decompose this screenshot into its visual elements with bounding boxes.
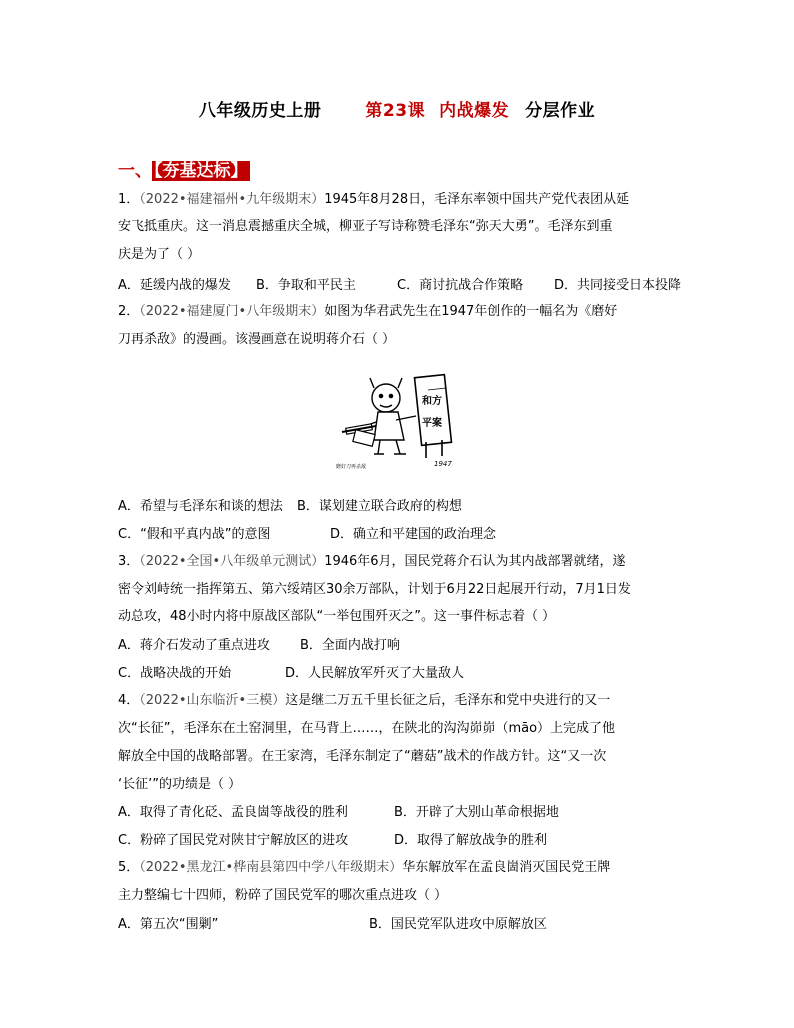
- question-3-text: 1946年6月，国民党蒋介石认为其内战部署就绪，遂: [324, 554, 626, 569]
- question-1-option-d[interactable]: D．共同接受日本投降: [554, 278, 682, 293]
- question-5-text: 华东解放军在孟良崮消灭国民党王牌: [402, 860, 611, 875]
- cartoon-knife: [342, 424, 376, 446]
- question-3-option-b[interactable]: B．全面内战打响: [300, 638, 400, 653]
- cartoon-sign-board: [415, 375, 452, 458]
- question-5-number: 5．: [118, 860, 140, 875]
- question-3-line-1: [118, 553, 626, 571]
- question-5-line-2: 主力整编七十四师，粉碎了国民党军的哪次重点进攻（ ）: [118, 888, 448, 903]
- section-prefix: 一、: [118, 161, 152, 181]
- title-grade-book: 八年级历史上册: [198, 101, 322, 121]
- title-lesson-name: 内战爆发: [439, 101, 510, 121]
- question-2-text: 如图为华君武先生在1947年创作的一幅名为《磨好: [324, 304, 618, 319]
- question-4-line-3: 解放全中国的战略部署。在王家湾，毛泽东制定了“蘑菇”战术的作战方针。这“又一次: [118, 749, 607, 764]
- question-3-source: （2022•全国•八年级单元测试）: [139, 554, 325, 569]
- question-2-option-b[interactable]: B．谋划建立联合政府的构想: [297, 499, 462, 514]
- question-1-line-2: 安飞抵重庆。这一消息震撼重庆全城，柳亚子写诗称赞毛泽东“弥天大勇”。毛泽东到重: [118, 219, 613, 234]
- question-2-line-1: [118, 303, 617, 321]
- question-4-line-2: 次“长征”，毛泽东在土窑洞里，在马背上……，在陕北的沟沟峁峁（māo）上完成了他: [118, 721, 616, 736]
- question-5-option-b[interactable]: B．国民党军队进攻中原解放区: [369, 917, 547, 932]
- question-4-option-a[interactable]: A．取得了青化砭、孟良崮等战役的胜利: [118, 805, 348, 820]
- question-3-line-2: 密令刘峙统一指挥第五、第六绥靖区30余万部队，计划于6月22日起展开行动，7月1日发: [118, 582, 631, 597]
- question-5-line-1: [118, 859, 610, 877]
- question-4-option-c[interactable]: C．粉碎了国民党对陕甘宁解放区的进攻: [118, 833, 349, 848]
- question-2-option-a[interactable]: A．希望与毛泽东和谈的想法: [118, 499, 283, 514]
- section-heading: [118, 156, 250, 181]
- cartoon-year: 1947: [434, 460, 452, 468]
- question-4-text: 这是继二万五千里长征之后，毛泽东和党中央进行的又一: [285, 693, 611, 708]
- section-label: 【夯基达标】: [154, 161, 248, 181]
- question-1-number: 1．: [118, 192, 140, 207]
- page-title: [0, 96, 794, 121]
- question-2-number: 2．: [118, 304, 140, 319]
- question-4-option-d[interactable]: D．取得了解放战争的胜利: [394, 833, 548, 848]
- question-1-line-1: [118, 191, 629, 209]
- cartoon-figure: [334, 370, 460, 470]
- question-2-source: （2022•福建厦门•八年级期末）: [139, 304, 325, 319]
- question-3-number: 3．: [118, 554, 140, 569]
- question-4-line-4: ‘长征’”的功绩是（ ）: [118, 777, 242, 792]
- cartoon-caption: 磨好刀再杀敌: [336, 464, 367, 470]
- question-4-number: 4．: [118, 693, 140, 708]
- title-lesson-number: 第23课: [365, 101, 426, 121]
- question-1-option-b[interactable]: B．争取和平民主: [256, 278, 356, 293]
- question-1-line-3: 庆是为了（ ）: [118, 247, 201, 262]
- question-3-option-d[interactable]: D．人民解放军歼灭了大量敌人: [285, 666, 465, 681]
- question-3-line-3: 动总攻，48小时内将中原战区部队“一举包围歼灭之”。这一事件标志着（ ）: [118, 609, 556, 624]
- question-4-option-b[interactable]: B．开辟了大别山革命根据地: [394, 805, 559, 820]
- question-2-option-d[interactable]: D．确立和平建国的政治理念: [330, 527, 497, 542]
- question-4-source: （2022•山东临沂•三模）: [139, 693, 286, 708]
- title-homework-type: 分层作业: [525, 101, 596, 121]
- cartoon-sign-text-1: 和方: [422, 396, 442, 407]
- question-2-line-2: 刀再杀敌》的漫画。该漫画意在说明蒋介石（ ）: [118, 332, 396, 347]
- question-3-option-c[interactable]: C．战略决战的开始: [118, 666, 232, 681]
- question-1-option-a[interactable]: A．延缓内战的爆发: [118, 278, 231, 293]
- question-5-option-a[interactable]: A．第五次“围剿”: [118, 917, 219, 932]
- question-1-text: 1945年8月28日，毛泽东率领中国共产党代表团从延: [324, 192, 630, 207]
- question-4-line-1: [118, 692, 610, 710]
- question-3-option-a[interactable]: A．蒋介石发动了重点进攻: [118, 638, 270, 653]
- cartoon-sign-text-2: 平案: [422, 418, 442, 429]
- question-2-option-c[interactable]: C．“假和平真内战”的意图: [118, 527, 271, 542]
- question-1-option-c[interactable]: C．商讨抗战合作策略: [397, 278, 524, 293]
- question-1-source: （2022•福建福州•九年级期末）: [139, 192, 325, 207]
- question-5-source: （2022•黑龙江•桦南县第四中学八年级期末）: [139, 860, 403, 875]
